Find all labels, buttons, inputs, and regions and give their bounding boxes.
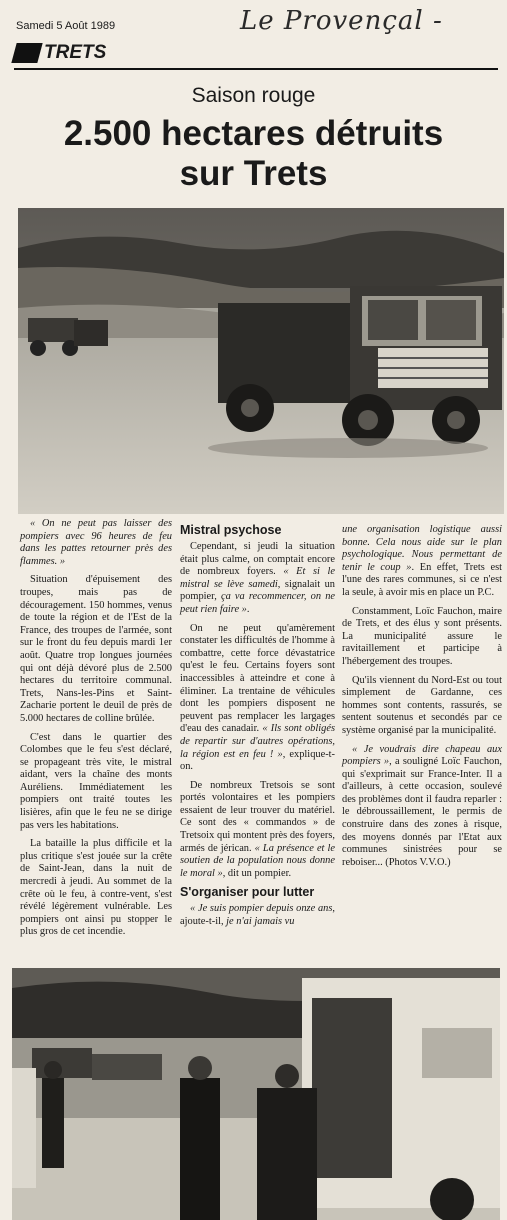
paragraph: Constamment, Loïc Fauchon, maire de Trets, et des élus y sont présents. La municipalité assure le ravitaillement et participe à l'hébergement des troupes.: [342, 605, 502, 667]
article-column-1: [20, 518, 172, 945]
quote-run: je n'ai jamais vu: [226, 916, 295, 928]
headline-line-1: 2.500 hectares détruits: [63, 114, 444, 153]
photo-fire-truck: [18, 208, 504, 514]
quote-run: « Ils sont obligés de repartir sur d'autres opérations, la région est en feu ! »: [180, 723, 335, 760]
text-run: On ne peut qu'amèrement constater les difficultés de l'homme à combattre, cette force dévastatrice qu'est le feu. Certains foyers sont inaccessibles à atteindre et cone à éliminer. La trentaine de véhicules dont les pompiers disposent ne peuvent pas remplacer les largages d'eau des canadair.: [180, 622, 335, 735]
text-run: , dit un pompier.: [222, 867, 292, 879]
newspaper-name-handwritten: Le Provençal -: [240, 6, 443, 36]
quote-run: « Je suis pompier depuis onze ans: [190, 903, 333, 915]
quote-run: ça va recommencer, on ne peut rien faire »: [180, 591, 336, 615]
quote-run: « La présence et le soutien de la population nous donne le moral »: [180, 842, 336, 879]
paragraph: [342, 744, 502, 870]
section-label: TRETS: [44, 42, 107, 63]
quote-run: une organisation logistique aussi bonne. Cela nous aide sur le plan psychologique. Nous permettant de tenir le coup »: [342, 524, 502, 573]
text-run: De nombreux Tretsois se sont portés volontaires et les pompiers essaient de leur trouver du matériel. Ce sont des « commandos » de Tretsoix qui montent près des foyers, armés de jérican.: [180, 779, 335, 854]
text-run: .: [246, 603, 250, 615]
paragraph: [180, 780, 335, 881]
article-headline: [0, 114, 507, 194]
text-run: , signalait un pompier,: [180, 578, 336, 603]
paragraph: [180, 623, 335, 774]
paragraph: [342, 524, 502, 600]
subheading: Mistral psychose: [180, 523, 282, 537]
publication-date: Samedi 5 Août 1989: [16, 20, 116, 32]
article-column-2: [180, 524, 335, 935]
photo-credit: (Photos V.V.O.): [385, 856, 451, 868]
section-marker-icon: [11, 43, 42, 63]
subheading: S'organiser pour lutter: [180, 885, 315, 900]
quote-run: « Et si le mistral se lève samedi: [180, 566, 336, 590]
text-run: , a souligné Loïc Fauchon, qui s'exprimait sur France-Inter. Il a d'ailleurs, à cette occasion, soulevé des problèmes dont il faudra reparler : le débroussaillement, le permis de construire dans des zones à risque, des moyens donnés par l'Etat aux communes sinistrées pour se reboiser...: [342, 756, 503, 868]
paragraph: La bataille la plus difficile et la plus critique s'est jouée sur la crête de Saint-Jean, dans la nuit de mercredi à jeudi. Au sommet de la crête où le feu, à contre-vent, s'est révélé légèrement vulnérable. Les pompiers ont ainsi pu stopper le plus gros de cet incendie.: [20, 838, 172, 938]
section-rule: [14, 68, 498, 70]
paragraph: [180, 541, 335, 617]
text-run: Cependant, si jeudi la situation était plus calme, on comptait encore de nombreux foyers.: [180, 541, 335, 578]
paragraph: Situation d'épuisement des troupes, mais pas de découragement. 150 hommes, venus de toute la région et de l'Est de la France, des troupes de l'armée, sont sur le front du feu depuis mardi 1er août. Quatre trop longues journées qui ont déjà dévoré plus de 2.500 hectares du territoire communal. Trets, Nans-les-Pins et Saint-Zacharie portent le deuil de près de 5.000 hectares de colline brûlée.: [20, 574, 172, 724]
section-tag: [14, 42, 106, 64]
opening-quote: « On ne peut pas laisser des pompiers avec 96 heures de feu dans les pattes retourner près des flammes. »: [20, 518, 172, 567]
paragraph: Qu'ils viennent du Nord-Est ou tout simplement de Gardanne, ces hommes sont contents, rassurés, se sentent soutenus et secondés par ce système organisé par la municipalité.: [342, 674, 502, 736]
text-run: . En effet, Trets est l'une des rares communes, si ce n'est la seule, à avoir mis en place un P.C.: [342, 561, 503, 598]
headline-line-2: sur Trets: [179, 154, 328, 193]
text-run: , ajoute-t-il,: [180, 903, 335, 928]
article-kicker: Saison rouge: [191, 84, 316, 107]
quote-run: « Je voudrais dire chapeau aux pompiers »: [342, 743, 502, 768]
paragraph: C'est dans le quartier des Colombes que le feu s'est déclaré, se propageant très vite, le mistral aidant, vers la chaîne des monts Auréliens. Immédiatement les pompiers ont traité toutes les lisières, afin que le feu ne se dirige pas vers les habitations.: [20, 731, 172, 831]
paragraph: [180, 903, 335, 928]
article-column-3: [342, 524, 502, 875]
photo-firefighters: [12, 968, 500, 1220]
text-run: , explique-t-on.: [180, 748, 335, 773]
